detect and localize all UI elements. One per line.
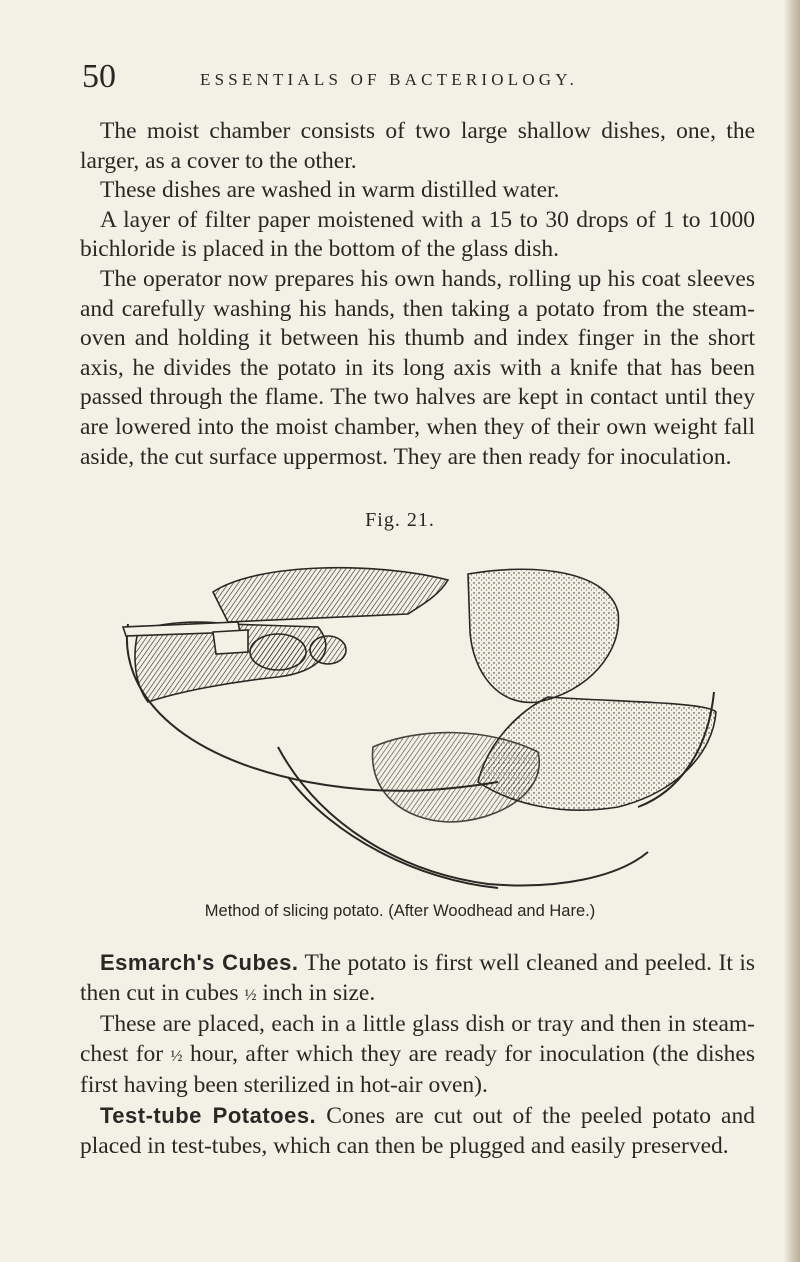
steam-chest-text-a: These are placed, each in a little glass dish or tray and then in steam-chest for	[80, 1011, 755, 1067]
figure-potato-slicing-illustration	[118, 552, 733, 897]
paragraph-moist-chamber: The moist chamber consists of two large shallow dishes, one, the larger, as a cover to the other.	[80, 118, 755, 174]
paragraph-filter-paper: A layer of filter paper moistened with a 15 to 30 drops of 1 to 1000 bichloride is placed in the bottom of the glass dish.	[80, 206, 755, 263]
esmarch-cubes-heading: Esmarch's Cubes.	[100, 950, 299, 975]
potato-drawing	[373, 569, 716, 822]
figure-caption: Method of slicing potato. (After Woodhead and Hare.)	[204, 902, 596, 920]
page-number: 50	[82, 58, 116, 95]
esmarch-text-2: inch in size.	[256, 979, 376, 1006]
paragraph-steam-chest	[80, 1010, 755, 1101]
page-header	[82, 58, 722, 98]
paragraph-operator-procedure: The operator now prepares his own hands, rolling up his coat sleeves and carefully washing his hands, then taking a potato from the steam-oven and holding it between his thumb and index finger in the short axis, he divides the potato in its long axis with a knife that has been passed through the flame. The two halves are kept in contact until they are lowered into the moist chamber, when they of their own weight fall aside, the cut surface uppermost. They are then ready for inoculation.	[80, 265, 755, 470]
paragraph-esmarch-cubes	[80, 948, 755, 1010]
fraction-cube-size: ½	[244, 986, 257, 1004]
figure-label: Fig. 21.	[365, 509, 435, 531]
test-tube-text: Cones are cut out of the peeled potato and placed in test-tubes, which can then be plugged and easily preserved.	[80, 1102, 755, 1159]
body-text-bottom	[80, 948, 755, 1161]
page-edge-shadow	[784, 0, 800, 1262]
fraction-steam-time: ½	[170, 1047, 183, 1065]
paragraph-test-tube-potatoes	[80, 1101, 755, 1161]
steam-chest-text-b: hour, after which they are ready for inoculation (the dishes first having been sterilized in hot-air oven).	[80, 1040, 756, 1099]
body-text-top	[80, 117, 755, 472]
test-tube-potatoes-heading: Test-tube Potatoes.	[100, 1102, 317, 1128]
running-head: ESSENTIALS OF BACTERIOLOGY.	[200, 70, 579, 89]
esmarch-text-1: The potato is first well cleaned and peeled. It is then cut in cubes	[80, 950, 756, 1006]
hand-drawing	[123, 568, 448, 702]
paragraph-washing-dishes: These dishes are washed in warm distilled water.	[100, 177, 560, 204]
